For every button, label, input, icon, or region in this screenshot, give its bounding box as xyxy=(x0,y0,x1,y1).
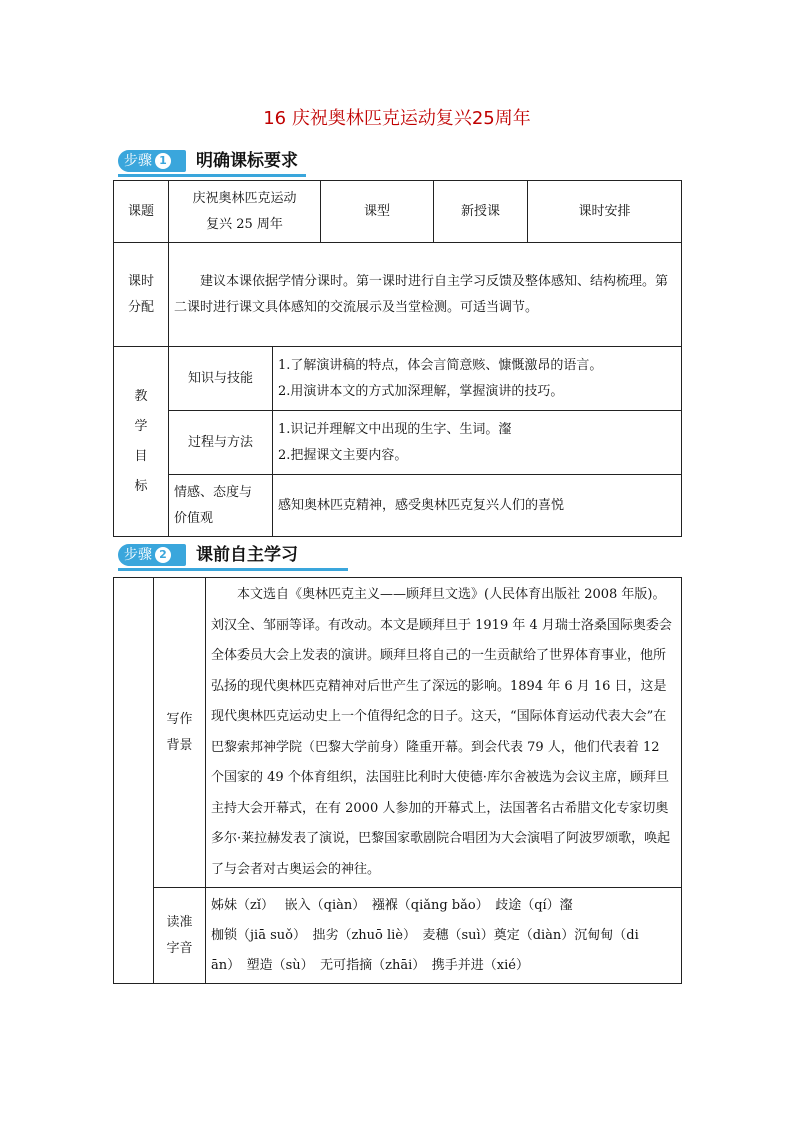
pronunciation-text: 姊妹（zǐ） 嵌入（qiàn） 襁褓（qiǎng bǎo） 歧途（qí）瀣 枷锁（jiā suǒ） 拙劣（zhuō liè） 麦穗（suì）奠定（diàn）沉甸甸（di ān） 塑造（sù） 无可指摘（zhāi） 携手并进（xié） xyxy=(206,888,682,984)
step-1-tag: 步骤 1 xyxy=(118,150,186,172)
goal-process-text: 1.识记并理解文中出现的生字、生词。瀣 2.把握课文主要内容。 xyxy=(273,411,682,475)
topic-label: 课题 xyxy=(114,181,169,243)
step-1-heading: 明确课标要求 xyxy=(196,151,298,171)
course-requirements-table xyxy=(113,180,682,537)
step-1-number: 1 xyxy=(155,153,171,169)
goals-label: 教 学 目 标 xyxy=(114,347,169,537)
step-1-underline xyxy=(118,174,306,177)
step-2-underline xyxy=(118,568,348,571)
step-2-number: 2 xyxy=(155,547,171,563)
lesson-type-value: 新授课 xyxy=(434,181,528,243)
pronunciation-label: 读准 字音 xyxy=(154,888,206,984)
step-2-tag: 步骤 2 xyxy=(118,544,186,566)
background-label: 写作 背景 xyxy=(154,578,206,888)
schedule-label: 课时安排 xyxy=(528,181,682,243)
goal-emotion-label: 情感、态度与 价值观 xyxy=(169,475,273,537)
goal-emotion-text: 感知奥林匹克精神，感受奥林匹克复兴人们的喜悦 xyxy=(273,475,682,537)
step-2-heading: 课前自主学习 xyxy=(196,545,298,565)
lesson-type-label: 课型 xyxy=(321,181,434,243)
background-text: 本文选自《奥林匹克主义——顾拜旦文选》(人民体育出版社 2008 年版)。刘汉全、邹丽等译。有改动。本文是顾拜旦于 1919 年 4 月瑞士洛桑国际奥委会全体委员大会上发表的演讲。顾拜旦将自己的一生贡献给了世界体育事业，他所弘扬的现代奥林匹克精神对后世产生了深远的影响。1894 年 6 月 16 日，这是现代奥林匹克运动史上一个值得纪念的日子。这天，“国际体育运动代表大会”在巴黎索邦神学院（巴黎大学前身）隆重开幕。到会代表 79 人，他们代表着 12 个国家的 49 个体育组织，法国驻比利时大使德·库尔舍被选为会议主席，顾拜旦主持大会开幕式，在有 2000 人参加的开幕式上，法国著名古希腊文化专家切奥多尔·莱拉赫发表了演说，巴黎国家歌剧院合唱团为大会演唱了阿波罗颂歌，唤起了与会者对古奥运会的神往。 xyxy=(206,578,682,888)
allocation-label: 课时 分配 xyxy=(114,243,169,347)
allocation-text: 建议本课依据学情分课时。第一课时进行自主学习反馈及整体感知、结构梳理。第二课时进行课文具体感知的交流展示及当堂检测。可适当调节。 xyxy=(169,243,682,347)
topic-value: 庆祝奥林匹克运动 复兴 25 周年 xyxy=(169,181,321,243)
self-study-table xyxy=(113,577,682,984)
goal-knowledge-label: 知识与技能 xyxy=(169,347,273,411)
blank-column xyxy=(114,578,154,984)
goal-process-label: 过程与方法 xyxy=(169,411,273,475)
page-title: 16 庆祝奥林匹克运动复兴25周年 xyxy=(263,108,531,129)
goal-knowledge-text: 1.了解演讲稿的特点，体会言简意赅、慷慨激昂的语言。 2.用演讲本文的方式加深理解，掌握演讲的技巧。 xyxy=(273,347,682,411)
